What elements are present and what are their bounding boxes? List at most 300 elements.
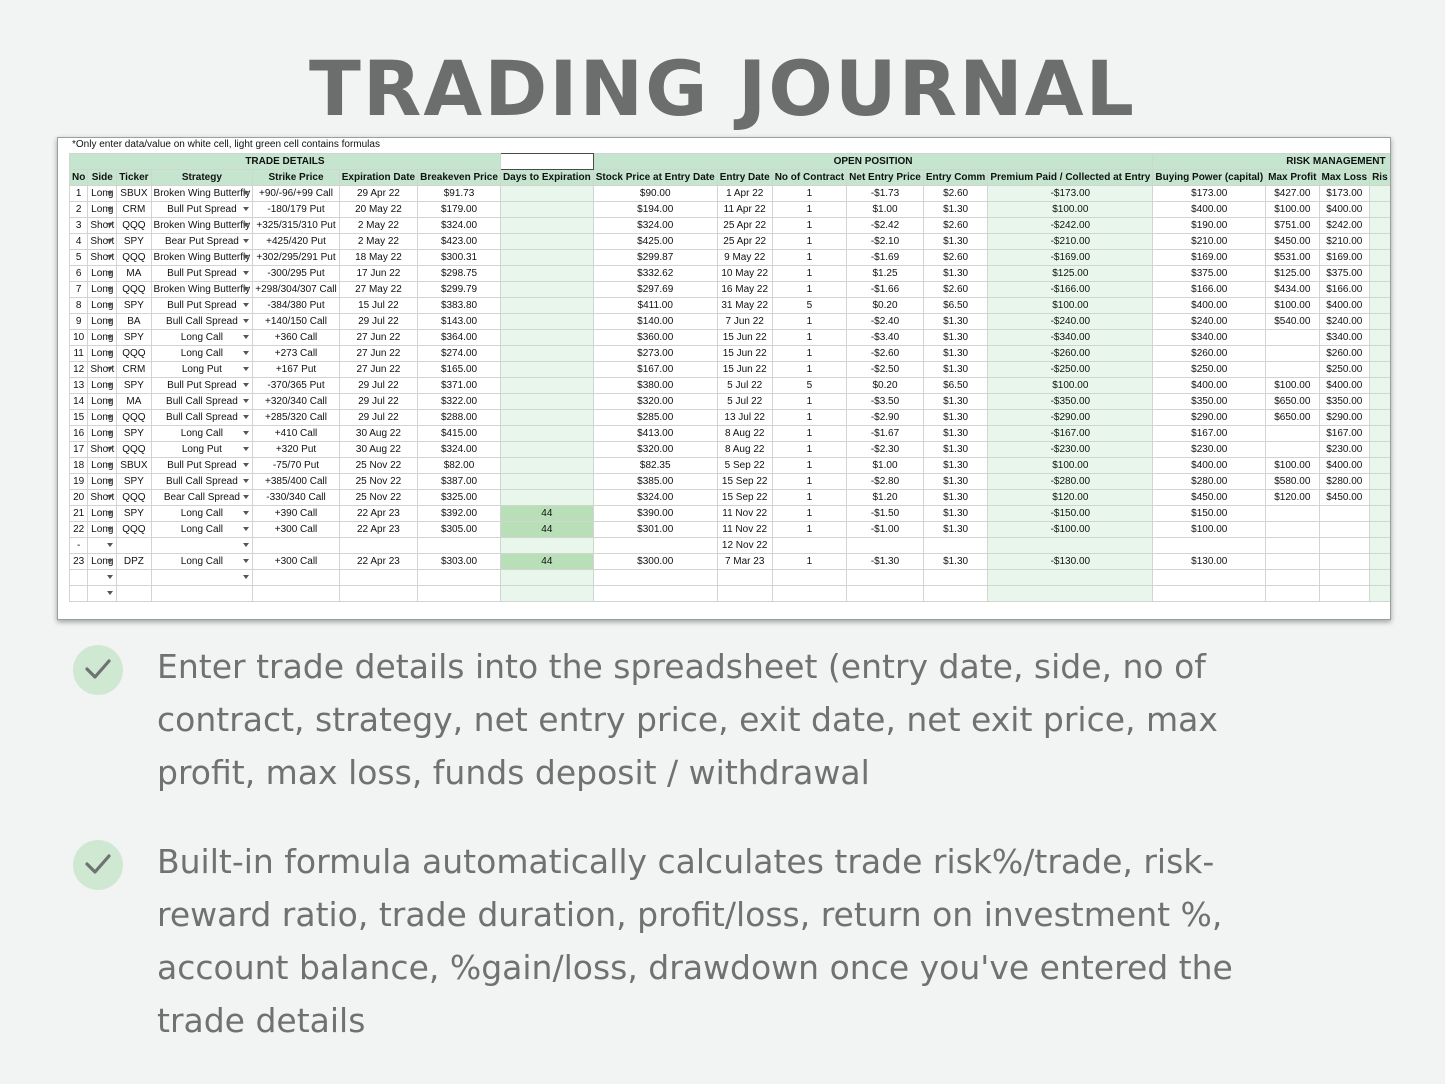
table-cell[interactable]: +410 Call xyxy=(253,426,339,442)
table-cell[interactable] xyxy=(1319,570,1370,586)
table-cell[interactable]: 1 xyxy=(772,346,846,362)
table-cell[interactable]: -300/295 Put xyxy=(253,266,339,282)
table-cell[interactable]: $413.00 xyxy=(593,426,717,442)
table-cell[interactable]: QQQ xyxy=(117,442,151,458)
dropdown-caret-icon[interactable] xyxy=(243,255,249,259)
table-cell[interactable]: 1 xyxy=(772,234,846,250)
table-cell[interactable] xyxy=(772,538,846,554)
table-cell[interactable]: Long xyxy=(88,426,117,442)
table-cell[interactable]: - xyxy=(70,538,88,554)
table-cell[interactable]: $1.30 xyxy=(923,362,987,378)
table-cell[interactable]: +167 Put xyxy=(253,362,339,378)
table-cell[interactable]: -$2.42 xyxy=(847,218,924,234)
dropdown-caret-icon[interactable] xyxy=(243,303,249,307)
table-cell[interactable] xyxy=(151,570,253,586)
table-cell[interactable]: -$2.80 xyxy=(847,474,924,490)
table-cell[interactable] xyxy=(1153,538,1266,554)
table-cell[interactable]: +325/315/310 Put xyxy=(253,218,339,234)
table-cell[interactable]: $173.00 xyxy=(1319,186,1370,202)
table-cell[interactable]: 29 Jul 22 xyxy=(339,378,417,394)
table-cell[interactable]: Bull Put Spread xyxy=(151,458,253,474)
table-cell[interactable]: $299.87 xyxy=(593,250,717,266)
table-cell[interactable]: $273.00 xyxy=(593,346,717,362)
table-cell[interactable]: +300 Call xyxy=(253,522,339,538)
table-cell[interactable]: $100.00 xyxy=(1153,522,1266,538)
table-cell[interactable]: $6.50 xyxy=(923,298,987,314)
table-cell[interactable] xyxy=(70,586,88,602)
table-cell[interactable]: 5 xyxy=(772,298,846,314)
table-cell[interactable]: $173.00 xyxy=(1153,186,1266,202)
table-cell[interactable]: 1 xyxy=(772,426,846,442)
table-cell[interactable]: $1.30 xyxy=(923,490,987,506)
table-cell[interactable]: $415.00 xyxy=(418,426,501,442)
dropdown-caret-icon[interactable] xyxy=(243,559,249,563)
table-cell[interactable]: Bull Call Spread xyxy=(151,394,253,410)
table-cell[interactable]: 1 xyxy=(772,410,846,426)
dropdown-caret-icon[interactable] xyxy=(107,511,113,515)
table-cell[interactable]: 15 Jun 22 xyxy=(717,330,772,346)
spreadsheet[interactable] xyxy=(57,137,1391,620)
table-cell[interactable]: 5 xyxy=(70,250,88,266)
table-cell[interactable]: Long xyxy=(88,394,117,410)
table-cell[interactable]: +320 Put xyxy=(253,442,339,458)
table-cell[interactable]: QQQ xyxy=(117,346,151,362)
table-cell[interactable]: +390 Call xyxy=(253,506,339,522)
table-cell[interactable]: QQQ xyxy=(117,282,151,298)
table-cell[interactable]: 1 Apr 22 xyxy=(717,186,772,202)
table-cell[interactable] xyxy=(1319,554,1370,570)
table-cell[interactable]: $167.00 xyxy=(1153,426,1266,442)
table-cell[interactable]: 27 May 22 xyxy=(339,282,417,298)
table-cell[interactable]: 11 Nov 22 xyxy=(717,522,772,538)
table-cell[interactable] xyxy=(923,586,987,602)
table-cell[interactable]: $1.30 xyxy=(923,202,987,218)
dropdown-caret-icon[interactable] xyxy=(107,543,113,547)
table-cell[interactable]: $230.00 xyxy=(1319,442,1370,458)
table-cell[interactable]: $387.00 xyxy=(418,474,501,490)
table-cell[interactable]: 22 Apr 23 xyxy=(339,522,417,538)
table-cell[interactable]: 15 Jul 22 xyxy=(339,298,417,314)
dropdown-caret-icon[interactable] xyxy=(243,479,249,483)
dropdown-caret-icon[interactable] xyxy=(243,207,249,211)
table-cell[interactable]: $299.79 xyxy=(418,282,501,298)
table-cell[interactable]: Long xyxy=(88,410,117,426)
table-cell[interactable]: $210.00 xyxy=(1319,234,1370,250)
dropdown-caret-icon[interactable] xyxy=(107,399,113,403)
dropdown-caret-icon[interactable] xyxy=(243,463,249,467)
table-cell[interactable]: CRM xyxy=(117,362,151,378)
table-cell[interactable]: Long xyxy=(88,522,117,538)
table-cell[interactable]: 15 Jun 22 xyxy=(717,346,772,362)
table-cell[interactable]: $540.00 xyxy=(1266,314,1319,330)
table-cell[interactable]: $375.00 xyxy=(1153,266,1266,282)
dropdown-caret-icon[interactable] xyxy=(243,191,249,195)
dropdown-caret-icon[interactable] xyxy=(107,255,113,259)
table-cell[interactable]: 25 Nov 22 xyxy=(339,490,417,506)
table-cell[interactable]: 1 xyxy=(772,186,846,202)
table-cell[interactable]: 17 Jun 22 xyxy=(339,266,417,282)
table-cell[interactable]: Long xyxy=(88,346,117,362)
table-cell[interactable] xyxy=(418,586,501,602)
table-cell[interactable] xyxy=(1153,570,1266,586)
dropdown-caret-icon[interactable] xyxy=(107,431,113,435)
table-cell[interactable]: $167.00 xyxy=(1319,426,1370,442)
table-cell[interactable]: $2.60 xyxy=(923,250,987,266)
table-cell[interactable]: Long Call xyxy=(151,346,253,362)
table-cell[interactable]: Short xyxy=(88,362,117,378)
table-cell[interactable]: $298.75 xyxy=(418,266,501,282)
table-cell[interactable]: +285/320 Call xyxy=(253,410,339,426)
table-cell[interactable] xyxy=(593,570,717,586)
table-cell[interactable]: $650.00 xyxy=(1266,410,1319,426)
table-cell[interactable]: -180/179 Put xyxy=(253,202,339,218)
table-cell[interactable]: Long xyxy=(88,378,117,394)
table-cell[interactable]: $400.00 xyxy=(1319,298,1370,314)
table-cell[interactable]: Broken Wing Butterfly xyxy=(151,282,253,298)
table-cell[interactable]: Long xyxy=(88,266,117,282)
table-cell[interactable]: Long xyxy=(88,554,117,570)
table-cell[interactable]: Bull Put Spread xyxy=(151,266,253,282)
table-cell[interactable]: $140.00 xyxy=(593,314,717,330)
dropdown-caret-icon[interactable] xyxy=(243,495,249,499)
table-cell[interactable]: $1.30 xyxy=(923,506,987,522)
table-cell[interactable]: $0.20 xyxy=(847,298,924,314)
table-cell[interactable] xyxy=(1266,330,1319,346)
table-cell[interactable]: $1.00 xyxy=(847,202,924,218)
table-cell[interactable]: Long Call xyxy=(151,330,253,346)
dropdown-caret-icon[interactable] xyxy=(243,239,249,243)
dropdown-caret-icon[interactable] xyxy=(107,207,113,211)
dropdown-caret-icon[interactable] xyxy=(243,223,249,227)
table-cell[interactable]: 10 May 22 xyxy=(717,266,772,282)
table-cell[interactable]: $303.00 xyxy=(418,554,501,570)
table-cell[interactable]: 1 xyxy=(70,186,88,202)
table-cell[interactable]: 1 xyxy=(772,266,846,282)
table-cell[interactable]: $324.00 xyxy=(418,218,501,234)
table-cell[interactable]: +298/304/307 Call xyxy=(253,282,339,298)
table-cell[interactable]: $385.00 xyxy=(593,474,717,490)
table-cell[interactable]: $305.00 xyxy=(418,522,501,538)
table-cell[interactable]: $1.30 xyxy=(923,474,987,490)
table-cell[interactable]: $400.00 xyxy=(1153,458,1266,474)
table-cell[interactable]: 1 xyxy=(772,218,846,234)
table-cell[interactable] xyxy=(151,538,253,554)
table-cell[interactable]: $194.00 xyxy=(593,202,717,218)
table-cell[interactable]: 3 xyxy=(70,218,88,234)
table-cell[interactable]: Bull Call Spread xyxy=(151,314,253,330)
dropdown-caret-icon[interactable] xyxy=(107,447,113,451)
table-cell[interactable]: $411.00 xyxy=(593,298,717,314)
table-cell[interactable]: MA xyxy=(117,394,151,410)
table-cell[interactable] xyxy=(339,538,417,554)
dropdown-caret-icon[interactable] xyxy=(107,479,113,483)
table-cell[interactable]: +140/150 Call xyxy=(253,314,339,330)
table-cell[interactable]: Short xyxy=(88,250,117,266)
table-cell[interactable]: Long xyxy=(88,202,117,218)
table-cell[interactable]: $325.00 xyxy=(418,490,501,506)
table-cell[interactable]: -$1.50 xyxy=(847,506,924,522)
table-cell[interactable]: 11 xyxy=(70,346,88,362)
table-cell[interactable]: $143.00 xyxy=(418,314,501,330)
table-cell[interactable] xyxy=(1319,506,1370,522)
dropdown-caret-icon[interactable] xyxy=(243,399,249,403)
table-cell[interactable]: 15 xyxy=(70,410,88,426)
table-cell[interactable]: $166.00 xyxy=(1319,282,1370,298)
table-cell[interactable]: $300.00 xyxy=(593,554,717,570)
table-cell[interactable]: Broken Wing Butterfly xyxy=(151,218,253,234)
table-cell[interactable]: 30 Aug 22 xyxy=(339,426,417,442)
table-cell[interactable]: $169.00 xyxy=(1319,250,1370,266)
table-cell[interactable]: $320.00 xyxy=(593,394,717,410)
table-cell[interactable]: $166.00 xyxy=(1153,282,1266,298)
dropdown-caret-icon[interactable] xyxy=(107,335,113,339)
table-cell[interactable]: $290.00 xyxy=(1153,410,1266,426)
table-cell[interactable]: $450.00 xyxy=(1266,234,1319,250)
table-cell[interactable] xyxy=(418,538,501,554)
table-cell[interactable]: $230.00 xyxy=(1153,442,1266,458)
table-cell[interactable]: Broken Wing Butterfly xyxy=(151,186,253,202)
dropdown-caret-icon[interactable] xyxy=(107,271,113,275)
table-cell[interactable]: Long xyxy=(88,314,117,330)
table-cell[interactable]: $274.00 xyxy=(418,346,501,362)
table-cell[interactable]: 22 Apr 23 xyxy=(339,554,417,570)
table-cell[interactable]: $371.00 xyxy=(418,378,501,394)
table-cell[interactable]: $297.69 xyxy=(593,282,717,298)
table-cell[interactable]: $100.00 xyxy=(1266,378,1319,394)
table-cell[interactable]: $380.00 xyxy=(593,378,717,394)
dropdown-caret-icon[interactable] xyxy=(107,303,113,307)
table-cell[interactable]: 6 xyxy=(70,266,88,282)
table-cell[interactable]: 4 xyxy=(70,234,88,250)
table-cell[interactable]: $1.30 xyxy=(923,330,987,346)
table-cell[interactable]: $392.00 xyxy=(418,506,501,522)
table-cell[interactable]: Long Call xyxy=(151,426,253,442)
table-cell[interactable] xyxy=(717,570,772,586)
table-cell[interactable]: 14 xyxy=(70,394,88,410)
table-cell[interactable]: Long xyxy=(88,506,117,522)
table-cell[interactable] xyxy=(1153,586,1266,602)
dropdown-caret-icon[interactable] xyxy=(107,287,113,291)
table-cell[interactable]: 15 Sep 22 xyxy=(717,474,772,490)
dropdown-caret-icon[interactable] xyxy=(107,495,113,499)
table-cell[interactable]: -$3.40 xyxy=(847,330,924,346)
table-cell[interactable]: -$2.30 xyxy=(847,442,924,458)
table-cell[interactable]: Bull Put Spread xyxy=(151,202,253,218)
table-cell[interactable]: $320.00 xyxy=(593,442,717,458)
table-cell[interactable]: Long xyxy=(88,282,117,298)
table-cell[interactable]: SPY xyxy=(117,474,151,490)
table-cell[interactable]: $288.00 xyxy=(418,410,501,426)
table-cell[interactable]: 29 Jul 22 xyxy=(339,394,417,410)
table-cell[interactable] xyxy=(772,570,846,586)
table-cell[interactable]: +360 Call xyxy=(253,330,339,346)
table-cell[interactable]: $1.00 xyxy=(847,458,924,474)
dropdown-caret-icon[interactable] xyxy=(243,431,249,435)
table-cell[interactable]: QQQ xyxy=(117,490,151,506)
table-cell[interactable] xyxy=(772,586,846,602)
table-cell[interactable]: -$2.60 xyxy=(847,346,924,362)
table-cell[interactable]: Bull Call Spread xyxy=(151,474,253,490)
table-cell[interactable] xyxy=(1266,570,1319,586)
table-cell[interactable]: $167.00 xyxy=(593,362,717,378)
table-cell[interactable]: $169.00 xyxy=(1153,250,1266,266)
dropdown-caret-icon[interactable] xyxy=(107,191,113,195)
table-cell[interactable] xyxy=(1266,506,1319,522)
dropdown-caret-icon[interactable] xyxy=(107,223,113,227)
table-cell[interactable] xyxy=(1266,522,1319,538)
table-cell[interactable]: $260.00 xyxy=(1319,346,1370,362)
table-cell[interactable]: $400.00 xyxy=(1153,202,1266,218)
table-cell[interactable]: -$2.90 xyxy=(847,410,924,426)
table-cell[interactable]: $400.00 xyxy=(1319,202,1370,218)
table-cell[interactable]: $751.00 xyxy=(1266,218,1319,234)
table-cell[interactable]: 1 xyxy=(772,362,846,378)
table-cell[interactable]: -$2.10 xyxy=(847,234,924,250)
table-cell[interactable]: $91.73 xyxy=(418,186,501,202)
table-cell[interactable]: $90.00 xyxy=(593,186,717,202)
table-cell[interactable]: -$2.50 xyxy=(847,362,924,378)
table-cell[interactable]: 22 xyxy=(70,522,88,538)
table-cell[interactable]: 5 Jul 22 xyxy=(717,378,772,394)
dropdown-caret-icon[interactable] xyxy=(107,415,113,419)
table-cell[interactable]: SPY xyxy=(117,234,151,250)
table-cell[interactable] xyxy=(1266,346,1319,362)
table-cell[interactable]: Broken Wing Butterfly xyxy=(151,250,253,266)
table-cell[interactable]: $210.00 xyxy=(1153,234,1266,250)
dropdown-caret-icon[interactable] xyxy=(243,447,249,451)
table-cell[interactable]: 5 Sep 22 xyxy=(717,458,772,474)
table-cell[interactable]: Long Call xyxy=(151,506,253,522)
table-cell[interactable]: 22 Apr 23 xyxy=(339,506,417,522)
table-cell[interactable]: Long xyxy=(88,186,117,202)
table-cell[interactable]: Long xyxy=(88,298,117,314)
table-cell[interactable] xyxy=(717,586,772,602)
table-cell[interactable]: Bull Call Spread xyxy=(151,410,253,426)
table-cell[interactable] xyxy=(88,570,117,586)
table-cell[interactable]: $423.00 xyxy=(418,234,501,250)
table-cell[interactable]: QQQ xyxy=(117,522,151,538)
table-cell[interactable]: -384/380 Put xyxy=(253,298,339,314)
table-cell[interactable]: 20 xyxy=(70,490,88,506)
dropdown-caret-icon[interactable] xyxy=(107,527,113,531)
table-cell[interactable]: -$2.40 xyxy=(847,314,924,330)
table-cell[interactable]: SPY xyxy=(117,378,151,394)
table-cell[interactable]: $531.00 xyxy=(1266,250,1319,266)
table-cell[interactable]: QQQ xyxy=(117,250,151,266)
table-cell[interactable]: $130.00 xyxy=(1153,554,1266,570)
table-cell[interactable] xyxy=(593,586,717,602)
table-cell[interactable] xyxy=(923,538,987,554)
table-cell[interactable] xyxy=(1266,538,1319,554)
table-cell[interactable]: -$1.30 xyxy=(847,554,924,570)
table-cell[interactable]: 16 xyxy=(70,426,88,442)
table-cell[interactable]: $82.35 xyxy=(593,458,717,474)
dropdown-caret-icon[interactable] xyxy=(243,415,249,419)
table-cell[interactable]: 11 Nov 22 xyxy=(717,506,772,522)
table-cell[interactable]: 29 Jul 22 xyxy=(339,410,417,426)
table-cell[interactable]: $400.00 xyxy=(1153,378,1266,394)
table-cell[interactable]: 20 May 22 xyxy=(339,202,417,218)
table-cell[interactable] xyxy=(253,586,339,602)
table-cell[interactable]: 9 xyxy=(70,314,88,330)
table-cell[interactable]: Long Call xyxy=(151,522,253,538)
dropdown-caret-icon[interactable] xyxy=(243,351,249,355)
table-cell[interactable] xyxy=(1319,586,1370,602)
table-cell[interactable]: $100.00 xyxy=(1266,202,1319,218)
table-cell[interactable]: 27 Jun 22 xyxy=(339,362,417,378)
table-cell[interactable]: -$1.66 xyxy=(847,282,924,298)
table-cell[interactable] xyxy=(1319,538,1370,554)
table-cell[interactable]: $240.00 xyxy=(1153,314,1266,330)
dropdown-caret-icon[interactable] xyxy=(243,543,249,547)
table-cell[interactable]: QQQ xyxy=(117,218,151,234)
table-cell[interactable] xyxy=(70,570,88,586)
table-cell[interactable]: 13 Jul 22 xyxy=(717,410,772,426)
table-cell[interactable] xyxy=(339,570,417,586)
table-cell[interactable]: 30 Aug 22 xyxy=(339,442,417,458)
table-cell[interactable]: $280.00 xyxy=(1319,474,1370,490)
table-cell[interactable]: $450.00 xyxy=(1153,490,1266,506)
table-cell[interactable]: $1.25 xyxy=(847,266,924,282)
table-cell[interactable]: $2.60 xyxy=(923,282,987,298)
table-cell[interactable]: $150.00 xyxy=(1153,506,1266,522)
table-cell[interactable]: -$1.67 xyxy=(847,426,924,442)
table-cell[interactable]: $340.00 xyxy=(1153,330,1266,346)
table-cell[interactable]: $2.60 xyxy=(923,186,987,202)
table-cell[interactable]: $580.00 xyxy=(1266,474,1319,490)
dropdown-caret-icon[interactable] xyxy=(107,463,113,467)
table-cell[interactable] xyxy=(1266,442,1319,458)
table-cell[interactable]: Short xyxy=(88,442,117,458)
table-cell[interactable]: +90/-96/+99 Call xyxy=(253,186,339,202)
table-cell[interactable]: -$3.50 xyxy=(847,394,924,410)
table-cell[interactable]: 19 xyxy=(70,474,88,490)
dropdown-caret-icon[interactable] xyxy=(107,351,113,355)
table-cell[interactable]: 1 xyxy=(772,250,846,266)
table-cell[interactable]: SPY xyxy=(117,330,151,346)
table-cell[interactable]: 8 xyxy=(70,298,88,314)
table-cell[interactable]: Bull Put Spread xyxy=(151,298,253,314)
table-cell[interactable]: 15 Jun 22 xyxy=(717,362,772,378)
table-cell[interactable]: 7 Mar 23 xyxy=(717,554,772,570)
table-cell[interactable]: $120.00 xyxy=(1266,490,1319,506)
table-cell[interactable]: 15 Sep 22 xyxy=(717,490,772,506)
table-cell[interactable] xyxy=(253,570,339,586)
table-cell[interactable]: CRM xyxy=(117,202,151,218)
table-cell[interactable] xyxy=(88,586,117,602)
dropdown-caret-icon[interactable] xyxy=(243,511,249,515)
dropdown-caret-icon[interactable] xyxy=(107,319,113,323)
table-cell[interactable]: $285.00 xyxy=(593,410,717,426)
table-cell[interactable] xyxy=(923,570,987,586)
dropdown-caret-icon[interactable] xyxy=(243,287,249,291)
table-cell[interactable]: $2.60 xyxy=(923,218,987,234)
table-cell[interactable]: 2 xyxy=(70,202,88,218)
table-cell[interactable] xyxy=(88,538,117,554)
table-cell[interactable]: Short xyxy=(88,218,117,234)
dropdown-caret-icon[interactable] xyxy=(107,591,113,595)
dropdown-caret-icon[interactable] xyxy=(107,239,113,243)
table-cell[interactable]: 1 xyxy=(772,490,846,506)
table-cell[interactable]: $100.00 xyxy=(1266,298,1319,314)
table-cell[interactable]: $165.00 xyxy=(418,362,501,378)
table-cell[interactable]: -$1.73 xyxy=(847,186,924,202)
table-cell[interactable]: $400.00 xyxy=(1153,298,1266,314)
table-cell[interactable]: 12 Nov 22 xyxy=(717,538,772,554)
table-cell[interactable]: $400.00 xyxy=(1319,378,1370,394)
table-cell[interactable]: 29 Apr 22 xyxy=(339,186,417,202)
table-cell[interactable]: $383.80 xyxy=(418,298,501,314)
